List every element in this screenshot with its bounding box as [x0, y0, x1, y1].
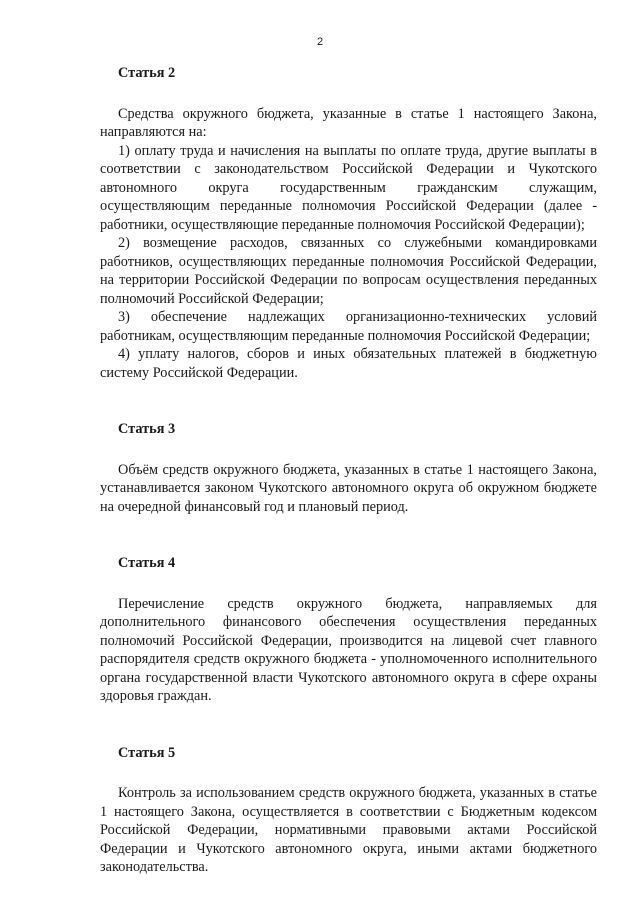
article-5 — [100, 744, 597, 877]
page-number: 2 — [316, 36, 324, 48]
article-heading: Статья 4 — [118, 555, 176, 571]
article-3 — [100, 420, 597, 516]
article-paragraph: Средства окружного бюджета, указанные в статье 1 настоящего Закона, направляются на: — [100, 105, 597, 140]
article-paragraph: 1) оплату труда и начисления на выплаты по оплате труда, другие выплаты в соответствии с законодательством Российской Федерации и Чукотского автономного округа государственным гражданским служащим, осуществляющим переданные полномочия Российской Федерации (далее - работники, осуществляющие переданные полномочия Российской Федерации); — [100, 142, 597, 233]
article-4 — [100, 554, 597, 706]
article-paragraph: Перечисление средств окружного бюджета, направляемых для дополнительного финансового обеспечения осуществления переданных полномочий Российской Федерации, производится на лицевой счет главного распорядителя средств окружного бюджета - уполномоченного исполнительного органа государственной власти Чукотского автономного округа в сфере охраны здоровья граждан. — [100, 595, 597, 704]
article-heading: Статья 3 — [118, 421, 176, 437]
article-2 — [100, 64, 597, 382]
article-paragraph: 4) уплату налогов, сборов и иных обязательных платежей в бюджетную систему Российской Федерации. — [100, 346, 597, 381]
article-paragraph: Контроль за использованием средств окружного бюджета, указанных в статье 1 настоящего Закона, осуществляется в соответствии с Бюджетным кодексом Российской Федерации, нормативными правовыми актами Российской Федерации и Чукотского автономного округа, иными актами бюджетного законодательства. — [100, 785, 597, 875]
article-heading: Статья 5 — [118, 744, 176, 761]
article-heading: Статья 2 — [118, 65, 176, 81]
document-body — [100, 64, 597, 877]
article-paragraph: 2) возмещение расходов, связанных со служебными командировками работников, осуществляющих переданные полномочия Российской Федерации, на территории Российской Федерации по вопросам осуществления переданных полномочий Российской Федерации; — [100, 235, 597, 307]
article-paragraph: 3) обеспечение надлежащих организационно-технических условий работникам, осуществляющим переданные полномочия Российской Федерации; — [100, 309, 597, 344]
article-paragraph: Объём средств окружного бюджета, указанных в статье 1 настоящего Закона, устанавливается законом Чукотского автономного округа об окружном бюджете на очередной финансовый год и плановый период. — [100, 461, 597, 515]
